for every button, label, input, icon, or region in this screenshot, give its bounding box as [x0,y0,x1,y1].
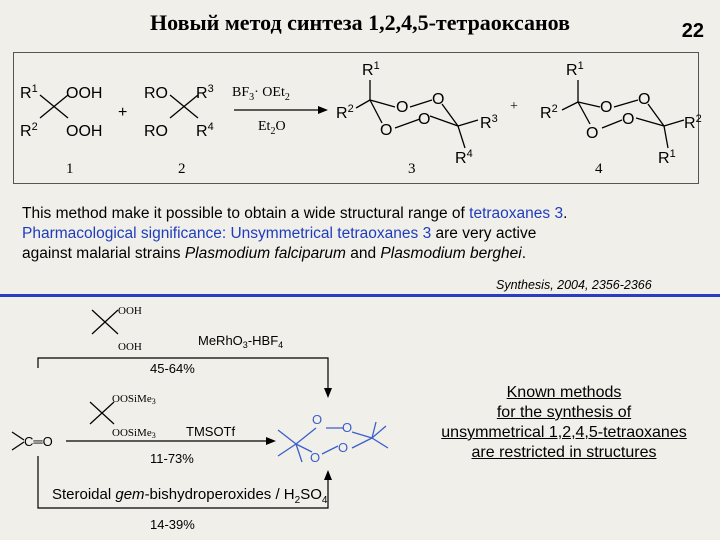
svg-text:O: O [380,122,393,139]
bishydroperoxide-structure [92,310,118,334]
svg-text:+: + [510,99,518,114]
known-methods-note [420,383,708,463]
svg-text:OOSiMe3: OOSiMe3 [112,393,156,406]
route-3-reagent: Steroidal gem-bishydroperoxides / $H_2SO_4$ [52,486,328,506]
compound-number: 3 [408,161,416,177]
route-3-yield: 14-39% [150,517,195,532]
route-2-yield: 11-73% [150,451,194,466]
ooh-label: OOH [66,85,103,102]
svg-text:R3: $R^3$ [480,113,498,132]
ooh-label: OOH [66,123,103,140]
slide-title: Новый метод синтеза 1,2,4,5-тетраоксанов [150,10,570,35]
svg-text:R1: $R^1$ [566,60,584,79]
solvent-label: $Et_2O$ [258,119,286,137]
r4-label: $R^4$ [196,121,214,140]
compound-number: 2 [178,161,186,177]
product-tetraoxane [278,422,388,462]
svg-text:O: O [396,99,409,116]
svg-text:O: O [432,91,445,108]
r3-label: $R^3$ [196,83,214,102]
known-methods-line: unsymmetrical 1,2,4,5-tetraoxanes [441,424,687,441]
svg-text:O: O [312,412,323,427]
plus-sign: + [118,104,128,121]
literature-reference: Synthesis, 2004, 2356-2366 [496,278,652,292]
r2-label: $R^2$ [20,121,38,140]
svg-text:O: O [622,111,635,128]
compound-2 [170,95,198,118]
svg-text:O: O [586,125,599,142]
description-line-1: This method make it possible to obtain a wide structural range of tetraoxanes 3. [22,205,568,222]
catalyst-label: $BF_3\cdot OEt_2$ [232,85,290,103]
known-methods-line: are restricted in structures [471,444,657,461]
section-divider [0,294,720,297]
svg-text:R2: $R^2$ [684,113,702,132]
svg-text:O: O [638,91,651,108]
compound-number: 4 [595,161,603,177]
slide-number: 22 [681,20,704,42]
compound-3 [356,80,478,148]
svg-text:R1: $R^1$ [362,60,380,79]
compound-number: 1 [66,161,74,177]
known-methods-line: Known methods [506,384,622,401]
description-line-2: Pharmacological significance: Unsymmetrical tetraoxanes 3 are very active [22,225,537,242]
route-1-reagent: $MeRhO_3-HBF_4$ [198,333,284,350]
route-1-yield: 45-64% [150,361,195,376]
compound-1 [40,95,68,118]
svg-text:O: O [418,111,431,128]
route-2-reagent: TMSOTf [186,424,236,439]
svg-text:O: O [600,99,613,116]
ro-label: RO [144,123,168,140]
ro-label: RO [144,85,168,102]
svg-text:R2: $R^2$ [336,103,354,122]
svg-text:R2: $R^2$ [540,103,558,122]
svg-text:O: O [342,420,353,435]
bis-silylperoxide-structure [90,402,114,424]
svg-text:OOH: OOH [118,305,142,317]
r1-label: $R^1$ [20,83,38,102]
method-description [22,204,702,264]
svg-text:O: O [310,450,321,465]
svg-text:R4: $R^4$ [455,148,473,167]
svg-text:O: O [338,440,349,455]
svg-text:OOSiMe3: OOSiMe3 [112,427,156,440]
svg-text:OOH: OOH [118,341,142,353]
svg-text:R1: $R^1$ [658,148,676,167]
description-line-3: against malarial strains Plasmodium falciparum and Plasmodium berghei. [22,245,527,262]
known-methods-line: for the synthesis of [496,404,632,421]
carbonyl-label: C═O [24,434,53,449]
